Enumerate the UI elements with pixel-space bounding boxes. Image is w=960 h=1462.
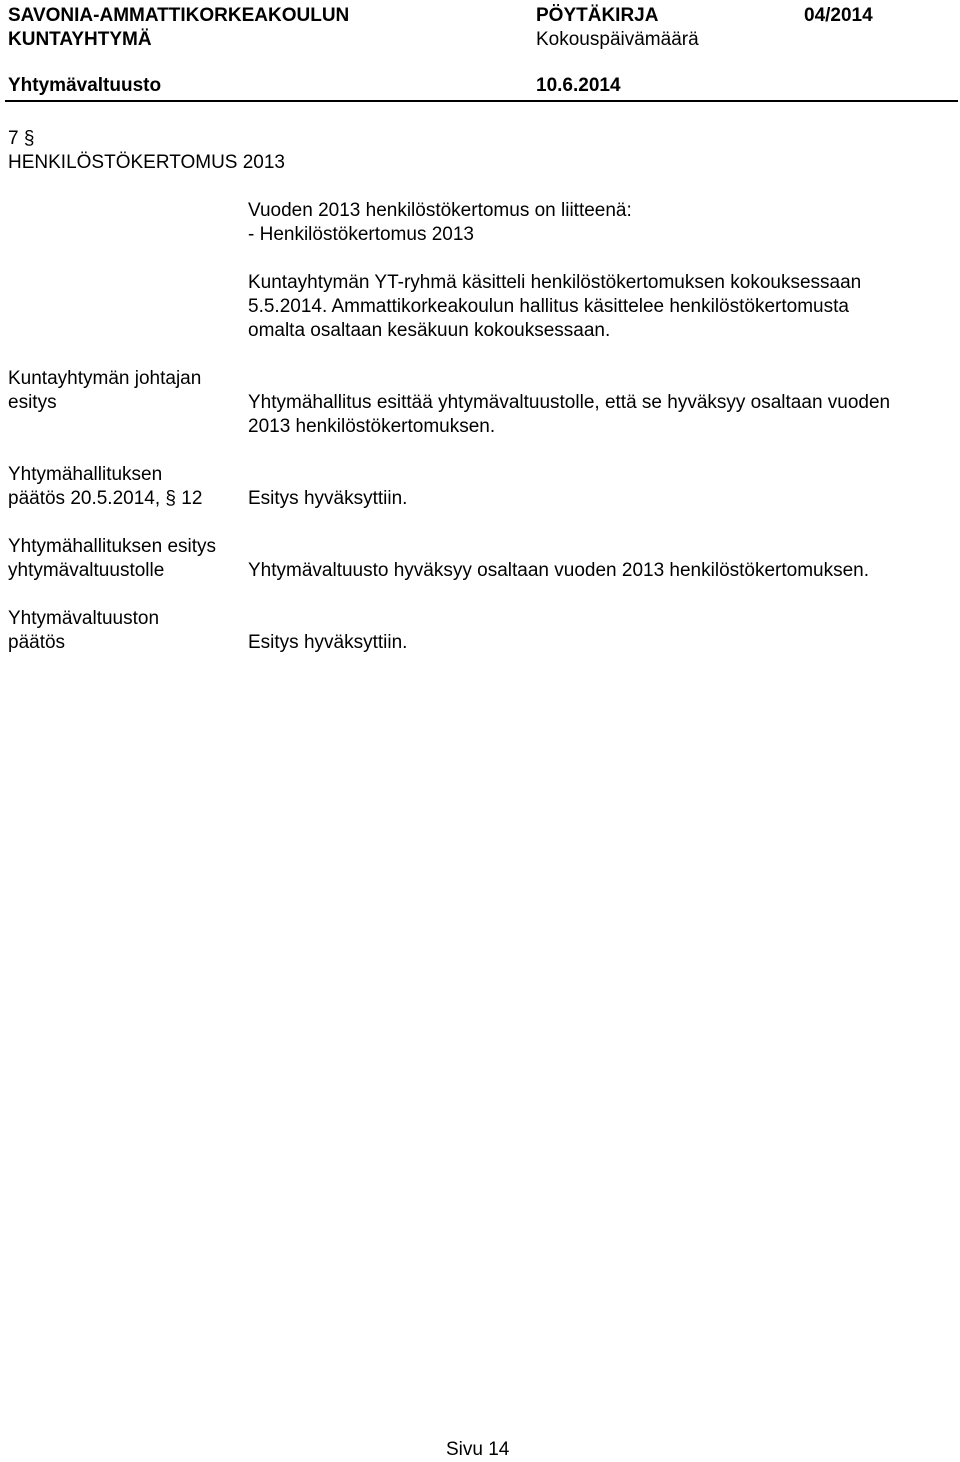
page-number: Sivu 14 <box>446 1439 510 1460</box>
row-text-director-proposal <box>248 391 890 439</box>
row-label-line: Yhtymähallituksen esitys <box>8 536 217 557</box>
document-number: 04/2014 <box>804 5 873 26</box>
meeting-date: 10.6.2014 <box>536 75 621 96</box>
row-label-board-decision <box>8 463 202 511</box>
row-text-line: Yhtymähallitus esittää yhtymävaltuustolle, että se hyväksyy osaltaan vuoden <box>248 392 891 413</box>
intro-attachment: - Henkilöstökertomus 2013 <box>248 224 474 245</box>
row-text-board-decision: Esitys hyväksyttiin. <box>248 488 408 509</box>
row-label-line: päätös <box>8 632 66 653</box>
header-divider <box>5 100 958 102</box>
row-text-line: 2013 henkilöstökertomuksen. <box>248 416 496 437</box>
row-label-line: esitys <box>8 392 57 413</box>
org-name-line2: KUNTAYHTYMÄ <box>8 29 152 50</box>
row-label-line: päätös 20.5.2014, § 12 <box>8 488 203 509</box>
section-number: 7 § <box>8 128 35 149</box>
intro-text <box>248 199 632 247</box>
row-text-board-proposal: Yhtymävaltuusto hyväksyy osaltaan vuoden 2013 henkilöstökertomuksen. <box>248 560 870 581</box>
intro-line: Vuoden 2013 henkilöstökertomus on liitteenä: <box>248 200 632 221</box>
row-label-line: Yhtymävaltuuston <box>8 608 160 629</box>
intro-paragraph-line: 5.5.2014. Ammattikorkeakoulun hallitus käsittelee henkilöstökertomusta <box>248 296 849 317</box>
row-label-board-proposal <box>8 535 216 583</box>
row-label-line: Kuntayhtymän johtajan <box>8 368 202 389</box>
body-name: Yhtymävaltuusto <box>8 75 162 96</box>
row-label-director-proposal <box>8 367 201 415</box>
row-label-line: yhtymävaltuustolle <box>8 560 165 581</box>
section-title: HENKILÖSTÖKERTOMUS 2013 <box>8 152 286 173</box>
intro-paragraph-line: omalta osaltaan kesäkuun kokouksessaan. <box>248 320 611 341</box>
document-type: PÖYTÄKIRJA <box>536 5 659 26</box>
org-name-line1: SAVONIA-AMMATTIKORKEAKOULUN <box>8 5 350 26</box>
row-label-line: Yhtymähallituksen <box>8 464 163 485</box>
intro-paragraph <box>248 271 861 343</box>
row-text-council-decision: Esitys hyväksyttiin. <box>248 632 408 653</box>
row-label-council-decision <box>8 607 159 655</box>
intro-paragraph-line: Kuntayhtymän YT-ryhmä käsitteli henkilöstökertomuksen kokouksessaan <box>248 272 862 293</box>
date-label: Kokouspäivämäärä <box>536 29 699 50</box>
